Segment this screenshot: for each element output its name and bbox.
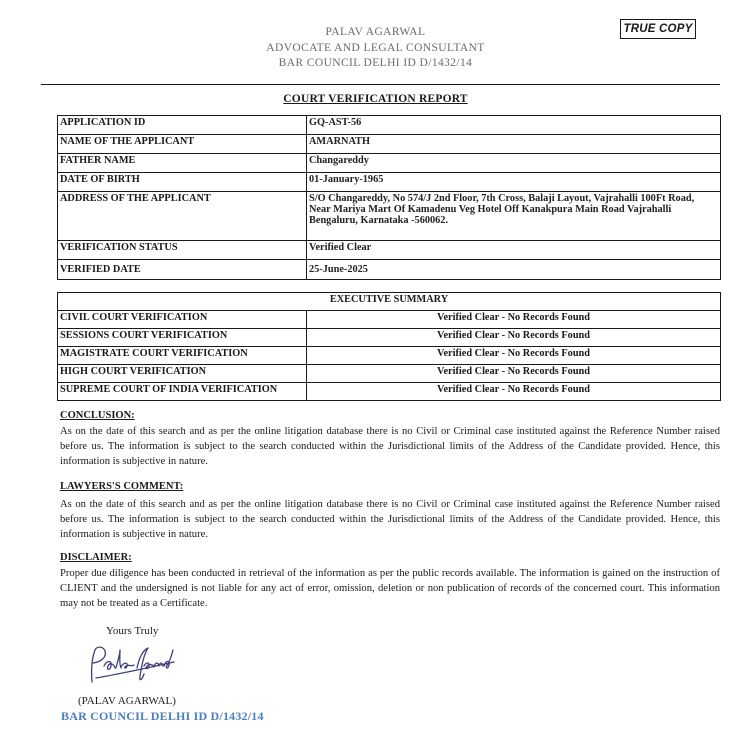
court-name: HIGH COURT VERIFICATION	[58, 365, 307, 383]
letterhead-name: PALAV AGARWAL	[325, 26, 426, 38]
court-result: Verified Clear - No Records Found	[307, 365, 721, 383]
court-name: SUPREME COURT OF INDIA VERIFICATION	[58, 383, 307, 401]
court-result: Verified Clear - No Records Found	[307, 329, 721, 347]
conclusion-text: As on the date of this search and as per the online litigation database there is no Civil or Criminal case instituted against the Reference Number raised before us. The information is subject to the search conducted within the Jurisdictional limits of the Address of the Candidate provided. Hence, this information is subjective in nature.	[60, 426, 720, 467]
court-result: Verified Clear - No Records Found	[307, 311, 721, 329]
disclaimer-text: Proper due diligence has been conducted in retrieval of the information as per the public records available. The information is gained on the instruction of CLIENT and the undersigned is not liable for any act of error, omission, deletion or non publication of records of the concerned court. This information may not be treated as a Certificate.	[60, 568, 720, 609]
closing-salutation: Yours Truly	[106, 625, 159, 637]
signatory-bar-id: BAR COUNCIL DELHI ID D/1432/14	[61, 709, 264, 723]
executive-summary-header: EXECUTIVE SUMMARY	[58, 293, 721, 311]
executive-summary-table	[57, 292, 721, 401]
table-row	[58, 173, 721, 192]
table-header-row	[58, 293, 721, 311]
court-result: Verified Clear - No Records Found	[307, 347, 721, 365]
handwritten-signature	[82, 642, 178, 688]
true-copy-stamp: TRUE COPY	[620, 19, 696, 39]
conclusion-title: CONCLUSION:	[60, 410, 135, 421]
table-row	[58, 154, 721, 173]
table-row	[58, 135, 721, 154]
applicant-details-table	[57, 115, 721, 280]
table-row	[58, 311, 721, 329]
table-row	[58, 192, 721, 241]
letterhead-bar-id: BAR COUNCIL DELHI ID D/1432/14	[278, 57, 473, 69]
applicant-name-label: NAME OF THE APPLICANT	[58, 135, 307, 154]
signatory-name: (PALAV AGARWAL)	[78, 695, 176, 707]
header-divider	[41, 84, 720, 85]
verification-status-value: Verified Clear	[307, 241, 721, 260]
address-label: ADDRESS OF THE APPLICANT	[58, 192, 307, 241]
dob-label: DATE OF BIRTH	[58, 173, 307, 192]
table-row	[58, 347, 721, 365]
verification-status-label: VERIFICATION STATUS	[58, 241, 307, 260]
table-row	[58, 365, 721, 383]
application-id-label: APPLICATION ID	[58, 116, 307, 135]
application-id-value: GQ-AST-56	[307, 116, 721, 135]
table-row	[58, 329, 721, 347]
court-result: Verified Clear - No Records Found	[307, 383, 721, 401]
applicant-name-value: AMARNATH	[307, 135, 721, 154]
verified-date-value: 25-June-2025	[307, 260, 721, 280]
father-name-label: FATHER NAME	[58, 154, 307, 173]
court-name: MAGISTRATE COURT VERIFICATION	[58, 347, 307, 365]
table-row	[58, 383, 721, 401]
dob-value: 01-January-1965	[307, 173, 721, 192]
verified-date-label: VERIFIED DATE	[58, 260, 307, 280]
table-row	[58, 260, 721, 280]
report-title: COURT VERIFICATION REPORT	[283, 93, 468, 105]
table-row	[58, 241, 721, 260]
table-row	[58, 116, 721, 135]
court-name: SESSIONS COURT VERIFICATION	[58, 329, 307, 347]
father-name-value: Changareddy	[307, 154, 721, 173]
lawyers-comment-title: LAWYERS'S COMMENT:	[60, 481, 184, 492]
court-name: CIVIL COURT VERIFICATION	[58, 311, 307, 329]
disclaimer-title: DISCLAIMER:	[60, 552, 132, 563]
address-value: S/O Changareddy, No 574/J 2nd Floor, 7th Cross, Balaji Layout, Vajrahalli 100Ft Road, Near Mariya Mart Of Kamadenu Veg Hotel Off Kanakpura Main Road Vajrahalli Bengaluru, Karnataka -560062.	[307, 192, 721, 241]
letterhead-title: ADVOCATE AND LEGAL CONSULTANT	[266, 42, 485, 54]
lawyers-comment-text: As on the date of this search and as per the online litigation database there is no Civil or Criminal case instituted against the Reference Number raised before us. The information is subject to the search conducted within the Jurisdictional limits of the Address of the Candidate provided. Hence, this information is subjective in nature.	[60, 499, 720, 540]
